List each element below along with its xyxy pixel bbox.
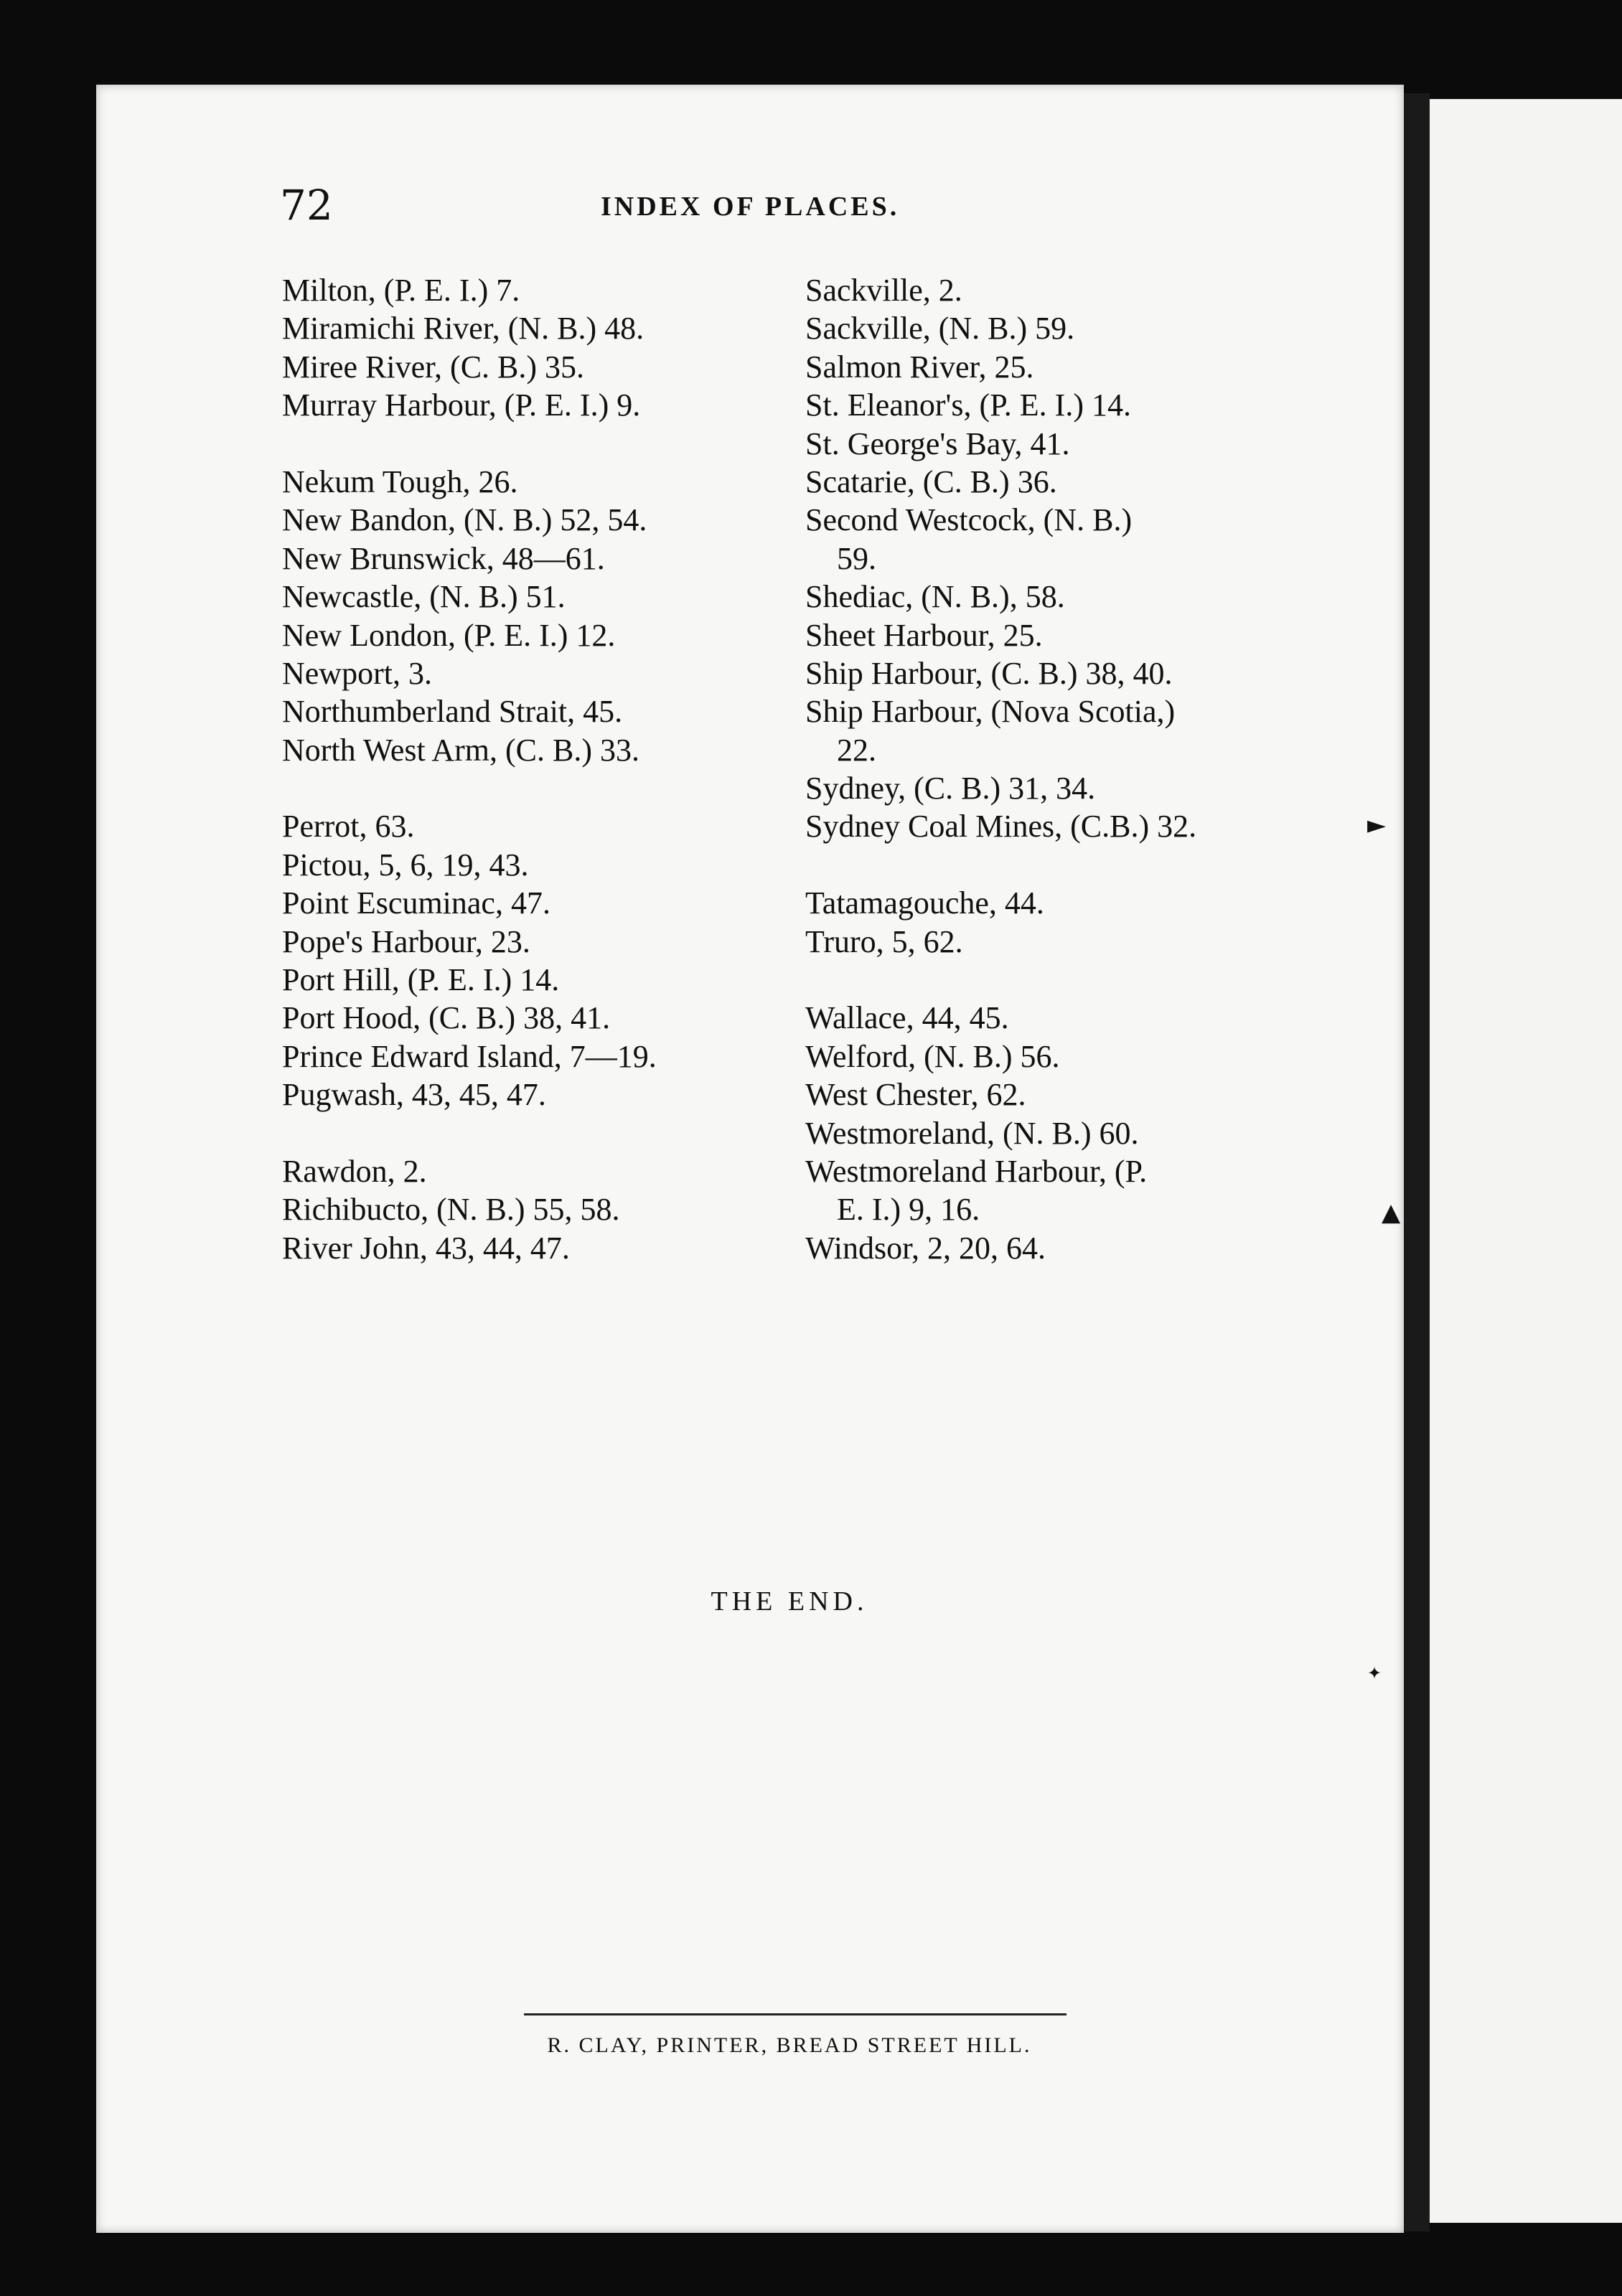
index-entry: West Chester, 62.	[805, 1077, 1026, 1113]
index-entry: Perrot, 63.	[282, 809, 415, 844]
index-entry: Scatarie, (C. B.) 36.	[805, 464, 1057, 499]
imprint-rule	[524, 2013, 1067, 2015]
index-entry: Northumberland Strait, 45.	[282, 694, 623, 730]
index-entry: New London, (P. E. I.) 12.	[282, 617, 616, 653]
section-gap	[805, 846, 1322, 884]
index-entry: River John, 43, 44, 47.	[282, 1230, 570, 1266]
index-entry: Port Hood, (C. B.) 38, 41.	[282, 1000, 611, 1036]
index-entry: Ship Harbour, (C. B.) 38, 40.	[805, 655, 1173, 691]
index-entry: Newcastle, (N. B.) 51.	[282, 579, 566, 615]
page-header	[280, 181, 1428, 231]
margin-star-icon: ✦	[1367, 1663, 1382, 1683]
index-entry: Rawdon, 2.	[282, 1153, 427, 1189]
index-entry: St. Eleanor's, (P. E. I.) 14.	[805, 387, 1131, 423]
index-entry: Pugwash, 43, 45, 47.	[282, 1077, 546, 1113]
index-entry: Pope's Harbour, 23.	[282, 923, 530, 959]
index-entry: New Bandon, (N. B.) 52, 54.	[282, 502, 647, 538]
index-entry: St. George's Bay, 41.	[805, 425, 1070, 461]
section-gap	[282, 425, 784, 463]
index-entry: Sydney, (C. B.) 31, 34.	[805, 771, 1096, 806]
index-entry: Sackville, (N. B.) 59.	[805, 311, 1075, 347]
margin-arrow-icon: ►	[1367, 811, 1387, 839]
index-entry: Westmoreland, (N. B.) 60.	[805, 1115, 1139, 1151]
index-entry: Shediac, (N. B.), 58.	[805, 579, 1065, 615]
the-end: THE END.	[711, 1586, 868, 1617]
section-gap	[282, 1114, 784, 1152]
index-entry: Miramichi River, (N. B.) 48.	[282, 311, 644, 347]
index-entry: Murray Harbour, (P. E. I.) 9.	[282, 387, 641, 423]
index-entry: E. I.) 9, 16.	[837, 1192, 980, 1228]
index-entry: Pictou, 5, 6, 19, 43.	[282, 847, 529, 883]
margin-arrow-icon: ▲	[1382, 1198, 1401, 1227]
index-entry: Wallace, 44, 45.	[805, 1000, 1009, 1036]
index-entry: Sheet Harbour, 25.	[805, 617, 1043, 653]
index-entry: Second Westcock, (N. B.)	[805, 502, 1133, 538]
index-entry: Richibucto, (N. B.) 55, 58.	[282, 1192, 620, 1228]
index-entry: Miree River, (C. B.) 35.	[282, 349, 585, 385]
running-title: INDEX OF PLACES.	[601, 192, 900, 222]
section-gap	[282, 769, 784, 807]
index-entry: New Brunswick, 48—61.	[282, 540, 605, 576]
index-entry: Ship Harbour, (Nova Scotia,)	[805, 694, 1176, 730]
book-gutter	[1404, 93, 1430, 2231]
index-entry: Tatamagouche, 44.	[805, 885, 1044, 921]
section-gap	[805, 961, 1322, 999]
index-entry: Prince Edward Island, 7—19.	[282, 1038, 657, 1074]
index-entry: North West Arm, (C. B.) 33.	[282, 732, 639, 768]
index-entry: Truro, 5, 62.	[805, 923, 963, 959]
index-entry: 22.	[837, 732, 876, 768]
index-column-right	[805, 271, 1322, 1267]
index-entry: Salmon River, 25.	[805, 349, 1034, 385]
printer-imprint: R. CLAY, PRINTER, BREAD STREET HILL.	[547, 2033, 1032, 2057]
index-entry: 59.	[837, 540, 876, 576]
index-entry: Nekum Tough, 26.	[282, 464, 518, 499]
index-entry: Point Escuminac, 47.	[282, 885, 550, 921]
index-entry: Port Hill, (P. E. I.) 14.	[282, 962, 560, 998]
facing-page	[1430, 99, 1622, 2223]
index-entry: Sydney Coal Mines, (C.B.) 32.	[805, 809, 1197, 844]
index-column-left	[282, 271, 784, 1267]
index-entry: Sackville, 2.	[805, 273, 962, 308]
index-entry: Welford, (N. B.) 56.	[805, 1038, 1060, 1074]
index-entry: Westmoreland Harbour, (P.	[805, 1153, 1148, 1189]
index-entry: Milton, (P. E. I.) 7.	[282, 273, 520, 308]
index-entry: Windsor, 2, 20, 64.	[805, 1230, 1046, 1266]
page-number: 72	[280, 181, 333, 230]
index-entry: Newport, 3.	[282, 655, 432, 691]
